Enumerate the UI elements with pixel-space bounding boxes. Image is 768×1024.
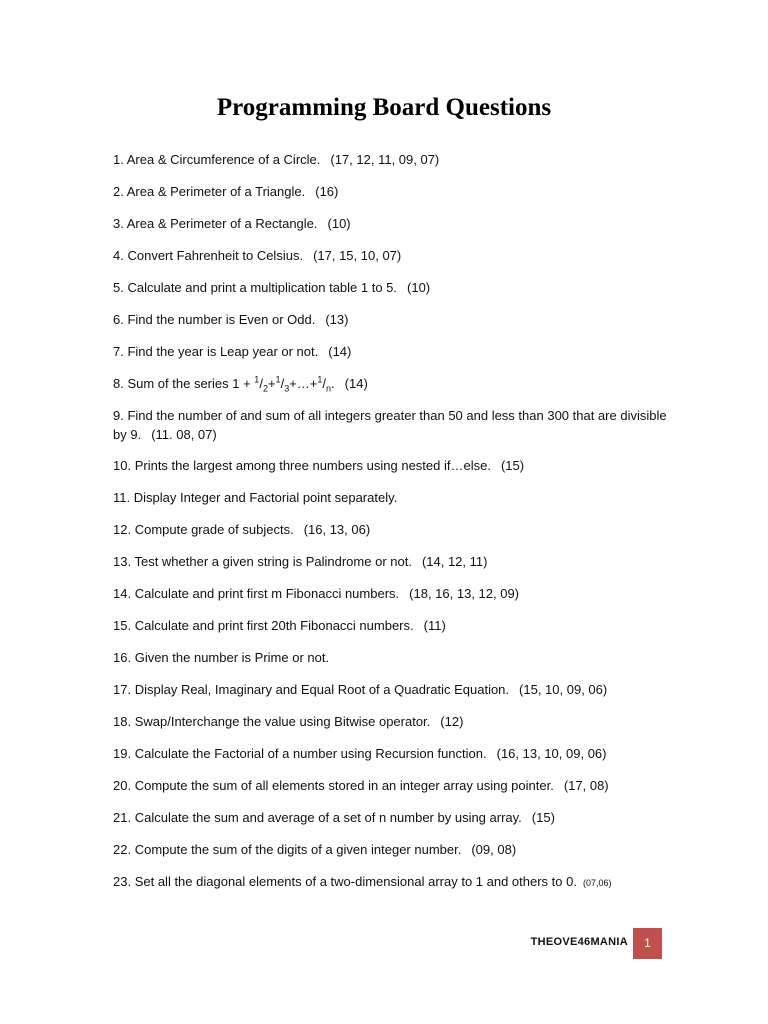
- question-text: Compute grade of subjects.: [134, 522, 294, 537]
- question-number: 13 .: [113, 554, 134, 569]
- question-item: [113, 648, 668, 667]
- question-text: Calculate the sum and average of a set of n number by using array.: [134, 810, 522, 825]
- question-years: (11. 08, 07): [151, 427, 217, 442]
- question-item: [113, 840, 668, 859]
- question-item: [113, 552, 668, 571]
- question-number: 11 .: [113, 490, 134, 505]
- question-number: 19 .: [113, 746, 135, 761]
- question-number: 3 .: [113, 216, 127, 231]
- question-item: [113, 342, 668, 361]
- question-number: 15 .: [113, 618, 135, 633]
- question-text: Prints the largest among three numbers using nested if…else.: [134, 458, 491, 473]
- question-years: (17, 08): [563, 778, 609, 793]
- question-number: 2 .: [113, 184, 127, 199]
- question-text: Area & Circumference of a Circle.: [126, 152, 321, 167]
- question-item: [113, 310, 668, 329]
- question-number: 5 .: [113, 280, 127, 295]
- question-item: [113, 150, 668, 169]
- question-years: (17, 15, 10, 07): [313, 248, 402, 263]
- question-text: Calculate and print first m Fibonacci numbers.: [134, 586, 400, 601]
- question-item: [113, 520, 668, 539]
- question-number: 14 .: [113, 586, 135, 601]
- question-item: [113, 278, 668, 297]
- question-number: 12 .: [113, 522, 135, 537]
- question-number: 6 .: [113, 312, 127, 327]
- question-number: 16 .: [113, 650, 135, 665]
- question-years: (16, 13, 10, 09, 06): [496, 746, 607, 761]
- question-number: 20 .: [113, 778, 135, 793]
- question-text: Display Real, Imaginary and Equal Root of a Quadratic Equation.: [134, 682, 510, 697]
- question-years: (09, 08): [471, 842, 517, 857]
- question-text: Find the number of and sum of all integers greater than 50 and less than 300 that are divisible by 9.: [113, 408, 667, 442]
- question-text: Calculate the Factorial of a number using Recursion function.: [134, 746, 487, 761]
- question-item: [113, 182, 668, 201]
- question-text: Convert Fahrenheit to Celsius.: [127, 248, 304, 263]
- question-text: Set all the diagonal elements of a two-dimensional array to 1 and others to 0.: [134, 874, 577, 889]
- series-ellipsis: +…+: [289, 376, 318, 391]
- question-text: Sum of the series 1 +: [127, 376, 255, 391]
- question-text: Calculate and print first 20th Fibonacci numbers.: [134, 618, 414, 633]
- question-years: (13): [325, 312, 349, 327]
- question-item: [113, 776, 668, 795]
- question-years: (10): [327, 216, 351, 231]
- question-text: Calculate and print a multiplication table 1 to 5.: [127, 280, 398, 295]
- question-number: 10 .: [113, 458, 135, 473]
- question-text: Compute the sum of all elements stored in an integer array using pointer.: [134, 778, 554, 793]
- question-years: (07,06): [582, 878, 612, 888]
- question-years: (11): [423, 618, 446, 633]
- question-text: Display Integer and Factorial point separately.: [133, 490, 398, 505]
- question-item: [113, 712, 668, 731]
- question-number: 8 .: [113, 376, 127, 391]
- question-item: [113, 246, 668, 265]
- question-item: [113, 808, 668, 827]
- question-text: Area & Perimeter of a Triangle.: [126, 184, 306, 199]
- question-years: (15, 10, 09, 06): [519, 682, 608, 697]
- question-years: (15): [531, 810, 555, 825]
- question-years: (18, 16, 13, 12, 09): [409, 586, 520, 601]
- question-years: (16, 13, 06): [303, 522, 371, 537]
- question-text: Area & Perimeter of a Rectangle.: [126, 216, 318, 231]
- question-item: [113, 374, 668, 393]
- question-item: [113, 456, 668, 475]
- question-number: 17 .: [113, 682, 135, 697]
- page-title: Programming Board Questions: [216, 94, 552, 121]
- question-years: (10): [407, 280, 431, 295]
- question-item: [113, 584, 668, 603]
- question-text: Swap/Interchange the value using Bitwise operator.: [134, 714, 431, 729]
- question-years: (17, 12, 11, 09, 07): [330, 152, 440, 167]
- question-text: Test whether a given string is Palindrome or not.: [134, 554, 412, 569]
- question-item: [113, 488, 668, 507]
- page-number-badge: 1: [633, 928, 662, 959]
- question-item: [113, 406, 668, 444]
- footer-author-label: THEOVE46MANIA: [530, 936, 628, 948]
- question-number: 9 .: [113, 408, 127, 423]
- question-number: 21 .: [113, 810, 135, 825]
- question-years: (16): [315, 184, 339, 199]
- question-number: 1 .: [113, 152, 127, 167]
- question-years: (14): [328, 344, 352, 359]
- question-years: (12): [440, 714, 464, 729]
- question-text: Given the number is Prime or not.: [134, 650, 330, 665]
- question-number: 4 .: [113, 248, 127, 263]
- question-text: Find the number is Even or Odd.: [127, 312, 316, 327]
- question-years: (14): [344, 376, 368, 391]
- question-text: Find the year is Leap year or not.: [127, 344, 319, 359]
- series-formula: $^1/_2+^1/_3+\dots+^1/_n$.: [254, 374, 335, 394]
- question-text: Compute the sum of the digits of a given integer number.: [134, 842, 462, 857]
- question-item: [113, 744, 668, 763]
- question-item: [113, 214, 668, 233]
- question-years: (15): [500, 458, 525, 473]
- question-item: [113, 680, 668, 699]
- question-years: (14, 12, 11): [421, 554, 488, 569]
- question-number: 18 .: [113, 714, 135, 729]
- question-number: 7 .: [113, 344, 127, 359]
- question-number: 23 .: [113, 874, 135, 889]
- question-list: [113, 150, 668, 906]
- question-number: 22 .: [113, 842, 135, 857]
- question-item: [113, 616, 668, 635]
- question-item: [113, 872, 668, 893]
